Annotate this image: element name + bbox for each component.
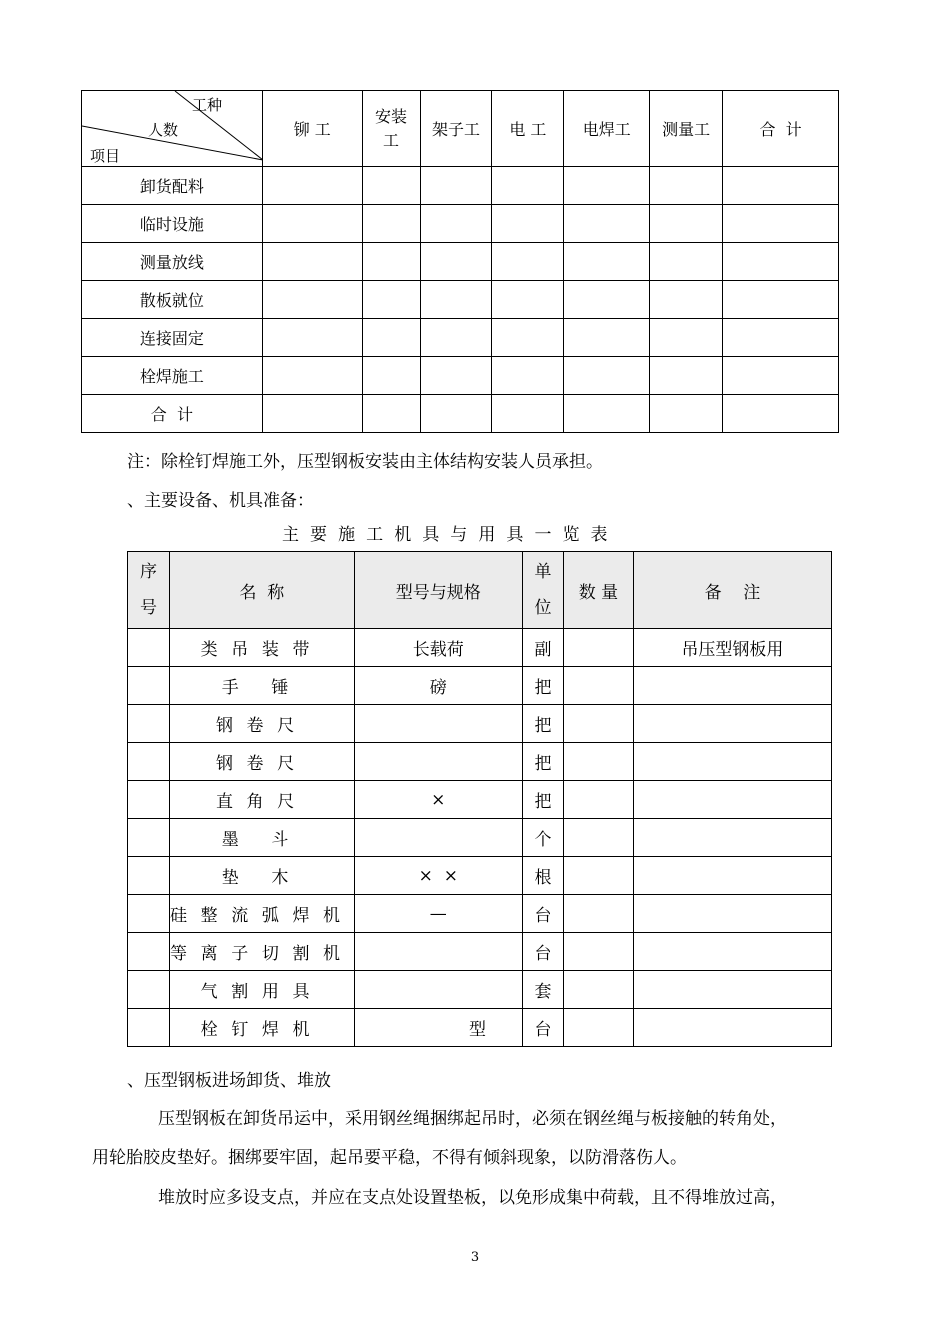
equipment-remark-cell: [633, 971, 831, 1009]
header-model: 型号与规格: [354, 552, 522, 629]
equipment-seq-cell: [128, 857, 170, 895]
equipment-row: [128, 857, 832, 895]
labor-note: 注：除栓钉焊施工外，压型钢板安装由主体结构安装人员承担。: [127, 452, 603, 472]
labor-cell: [262, 357, 362, 395]
equipment-qty-cell: [564, 743, 634, 781]
equipment-remark-cell: [633, 743, 831, 781]
equipment-remark-cell: [633, 667, 831, 705]
labor-cell: [262, 319, 362, 357]
equipment-row: [128, 743, 832, 781]
labor-row: [82, 281, 839, 319]
labor-cell: [262, 243, 362, 281]
equipment-header-row: [128, 552, 832, 629]
equipment-remark-cell: 吊压型钢板用: [633, 629, 831, 667]
labor-cell: [650, 395, 723, 433]
header-name: 名 称: [170, 552, 355, 629]
labor-cell: [650, 281, 723, 319]
labor-col-header: 架子工: [420, 91, 492, 167]
equipment-model-cell: [354, 743, 522, 781]
equipment-qty-cell: [564, 971, 634, 1009]
labor-cell: [362, 205, 420, 243]
equipment-name-cell: 直角尺: [170, 781, 355, 819]
equipment-row: [128, 819, 832, 857]
labor-cell: [723, 395, 839, 433]
labor-col-header: 铆 工: [262, 91, 362, 167]
labor-cell: [564, 357, 650, 395]
equipment-qty-cell: [564, 857, 634, 895]
labor-cell: [420, 319, 492, 357]
header-qty: 数 量: [564, 552, 634, 629]
labor-row: [82, 205, 839, 243]
equipment-seq-cell: [128, 1009, 170, 1047]
equipment-name-cell: 垫 木: [170, 857, 355, 895]
equipment-remark-cell: [633, 895, 831, 933]
equipment-unit-cell: 台: [522, 1009, 563, 1047]
equipment-model-cell: —: [354, 895, 522, 933]
labor-cell: [492, 243, 564, 281]
labor-col-header: 电 工: [492, 91, 564, 167]
corner-label-item: 项目: [90, 147, 121, 165]
equipment-unit-cell: 根: [522, 857, 563, 895]
equipment-unit-cell: 把: [522, 705, 563, 743]
equipment-seq-cell: [128, 705, 170, 743]
labor-cell: [723, 319, 839, 357]
labor-cell: [420, 281, 492, 319]
equipment-name-cell: 类吊装带: [170, 629, 355, 667]
labor-cell: [723, 205, 839, 243]
labor-row: [82, 243, 839, 281]
equipment-name-cell: 等离子切割机: [170, 933, 355, 971]
equipment-seq-cell: [128, 743, 170, 781]
labor-cell: [262, 167, 362, 205]
labor-cell: [723, 357, 839, 395]
corner-label-headcount: 人数: [148, 121, 179, 139]
page-number: 3: [470, 1250, 480, 1265]
labor-table: [81, 90, 839, 433]
equipment-seq-cell: [128, 895, 170, 933]
labor-col-header: 测量工: [650, 91, 723, 167]
equipment-model-cell: [354, 971, 522, 1009]
equipment-seq-cell: [128, 933, 170, 971]
equipment-qty-cell: [564, 895, 634, 933]
labor-cell: [650, 319, 723, 357]
labor-row-label: 临时设施: [82, 205, 263, 243]
labor-row-label: 合 计: [82, 395, 263, 433]
labor-cell: [492, 281, 564, 319]
labor-cell: [362, 281, 420, 319]
equipment-remark-cell: [633, 819, 831, 857]
equipment-table: [127, 551, 832, 1047]
labor-cell: [492, 167, 564, 205]
equipment-model-cell: 型: [354, 1009, 522, 1047]
equipment-row: [128, 705, 832, 743]
labor-cell: [362, 395, 420, 433]
labor-row-label: 测量放线: [82, 243, 263, 281]
equipment-table-caption: 主要施工机具与用具一览表: [282, 525, 619, 545]
labor-cell: [650, 167, 723, 205]
paragraph-line: 用轮胎胶皮垫好。捆绑要牢固，起吊要平稳，不得有倾斜现象，以防滑落伤人。: [92, 1148, 687, 1168]
equipment-qty-cell: [564, 705, 634, 743]
equipment-remark-cell: [633, 1009, 831, 1047]
labor-row-label: 栓焊施工: [82, 357, 263, 395]
equipment-seq-cell: [128, 629, 170, 667]
labor-col-header: 安装工: [362, 91, 420, 167]
section-heading-equipment: 、主要设备、机具准备：: [127, 491, 314, 511]
equipment-name-cell: 硅整流弧焊机: [170, 895, 355, 933]
equipment-row: [128, 667, 832, 705]
equipment-qty-cell: [564, 819, 634, 857]
equipment-qty-cell: [564, 933, 634, 971]
equipment-model-cell: ×: [354, 781, 522, 819]
equipment-remark-cell: [633, 933, 831, 971]
labor-cell: [492, 357, 564, 395]
equipment-unit-cell: 把: [522, 743, 563, 781]
labor-col-header: 合 计: [723, 91, 839, 167]
labor-row: [82, 357, 839, 395]
equipment-model-cell: [354, 819, 522, 857]
equipment-remark-cell: [633, 781, 831, 819]
labor-cell: [723, 243, 839, 281]
labor-cell: [723, 281, 839, 319]
equipment-unit-cell: 套: [522, 971, 563, 1009]
labor-cell: [420, 205, 492, 243]
labor-cell: [420, 395, 492, 433]
header-remark: 备 注: [633, 552, 831, 629]
equipment-unit-cell: 副: [522, 629, 563, 667]
labor-cell: [262, 205, 362, 243]
labor-cell: [564, 167, 650, 205]
equipment-row: [128, 971, 832, 1009]
equipment-unit-cell: 把: [522, 781, 563, 819]
equipment-unit-cell: 个: [522, 819, 563, 857]
equipment-row: [128, 629, 832, 667]
labor-cell: [420, 243, 492, 281]
equipment-name-cell: 手 锤: [170, 667, 355, 705]
labor-cell: [362, 319, 420, 357]
header-unit: 单位: [522, 552, 563, 629]
labor-cell: [262, 281, 362, 319]
equipment-seq-cell: [128, 971, 170, 1009]
equipment-seq-cell: [128, 781, 170, 819]
equipment-name-cell: 钢卷尺: [170, 705, 355, 743]
section-heading-storage: 、压型钢板进场卸货、堆放: [127, 1071, 331, 1091]
equipment-name-cell: 气割用具: [170, 971, 355, 1009]
equipment-remark-cell: [633, 705, 831, 743]
labor-cell: [262, 395, 362, 433]
equipment-unit-cell: 台: [522, 933, 563, 971]
labor-cell: [564, 205, 650, 243]
equipment-name-cell: 栓钉焊机: [170, 1009, 355, 1047]
equipment-row: [128, 1009, 832, 1047]
labor-cell: [420, 357, 492, 395]
equipment-name-cell: 墨 斗: [170, 819, 355, 857]
equipment-row: [128, 781, 832, 819]
equipment-model-cell: 长载荷: [354, 629, 522, 667]
equipment-qty-cell: [564, 781, 634, 819]
header-seq: 序号: [128, 552, 170, 629]
labor-cell: [492, 319, 564, 357]
equipment-seq-cell: [128, 667, 170, 705]
labor-row-label: 散板就位: [82, 281, 263, 319]
labor-cell: [420, 167, 492, 205]
labor-cell: [650, 243, 723, 281]
paragraph-line: 堆放时应多设支点，并应在支点处设置垫板，以免形成集中荷载，且不得堆放过高，: [158, 1188, 787, 1208]
equipment-model-cell: [354, 933, 522, 971]
equipment-name-cell: 钢卷尺: [170, 743, 355, 781]
equipment-qty-cell: [564, 667, 634, 705]
labor-cell: [650, 205, 723, 243]
equipment-seq-cell: [128, 819, 170, 857]
labor-cell: [723, 167, 839, 205]
equipment-unit-cell: 把: [522, 667, 563, 705]
labor-cell: [492, 205, 564, 243]
labor-cell: [650, 357, 723, 395]
labor-row: [82, 395, 839, 433]
labor-cell: [362, 243, 420, 281]
paragraph-line: 压型钢板在卸货吊运中，采用钢丝绳捆绑起吊时，必须在钢丝绳与板接触的转角处，: [158, 1109, 787, 1129]
equipment-unit-cell: 台: [522, 895, 563, 933]
labor-cell: [564, 243, 650, 281]
labor-cell: [564, 319, 650, 357]
labor-row-label: 卸货配料: [82, 167, 263, 205]
labor-row: [82, 319, 839, 357]
labor-row: [82, 167, 839, 205]
labor-corner-cell: [82, 91, 263, 167]
labor-cell: [564, 395, 650, 433]
equipment-model-cell: × ×: [354, 857, 522, 895]
labor-row-label: 连接固定: [82, 319, 263, 357]
equipment-model-cell: 磅: [354, 667, 522, 705]
labor-cell: [362, 357, 420, 395]
corner-label-trade: 工种: [192, 96, 223, 114]
labor-cell: [564, 281, 650, 319]
labor-header-row: [82, 91, 839, 167]
labor-col-header: 电焊工: [564, 91, 650, 167]
labor-cell: [492, 395, 564, 433]
equipment-row: [128, 895, 832, 933]
labor-cell: [362, 167, 420, 205]
equipment-qty-cell: [564, 1009, 634, 1047]
equipment-model-cell: [354, 705, 522, 743]
equipment-remark-cell: [633, 857, 831, 895]
equipment-row: [128, 933, 832, 971]
equipment-qty-cell: [564, 629, 634, 667]
